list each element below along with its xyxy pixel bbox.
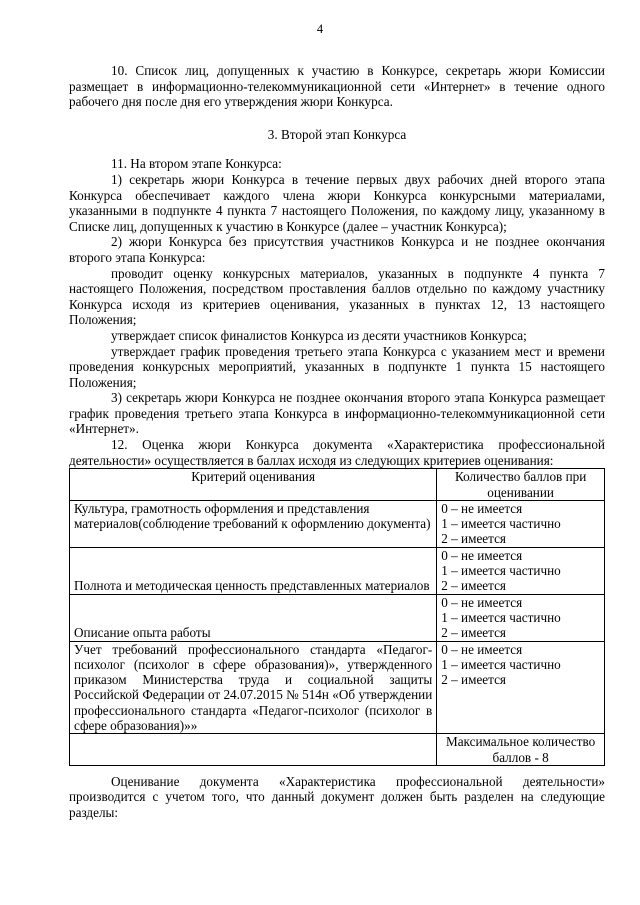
score-option: 1 – имеется частично [441,609,561,625]
score-option: 0 – не имеется [441,500,523,516]
header-criterion: Критерий оценивания [70,469,437,501]
table-row [70,500,605,547]
paragraph-11-item-2b: утверждает список финалистов Конкурса из десяти участников Конкурса; [111,327,527,343]
criterion-cell [70,547,437,594]
scores-cell [437,547,605,594]
score-option: 2 – имеется [441,625,506,641]
table-total-row [70,734,605,766]
criterion-cell [70,594,437,641]
score-option: 2 – имеется [441,672,506,688]
paragraph-12: 12. Оценка жюри Конкурса документа «Характеристика профессиональной деятельности» осуществляется в баллах исходя из следующих критериев оценивания: [69,437,605,468]
header-scores: Количество баллов при оценивании [437,469,605,501]
paragraph-11-item-2: 2) жюри Конкурса без присутствия участников Конкурса и не позднее окончания второго этапа Конкурса: [69,234,605,265]
criterion-cell [70,641,437,734]
table-row [70,547,605,594]
paragraph-after-table: Оценивание документа «Характеристика профессиональной деятельности» производится с учетом того, что данный документ должен быть разделен на следующие разделы: [69,773,605,821]
paragraph-11-item-3: 3) секретарь жюри Конкурса не позднее окончания второго этапа Конкурса размещает график проведения третьего этапа Конкурса в информационно-телекоммуникационной сети «Интернет». [69,390,605,437]
criteria-table [69,468,605,766]
score-option: 0 – не имеется [441,641,523,657]
paragraph-10: 10. Список лиц, допущенных к участию в Конкурсе, секретарь жюри Комиссии размещает в информационно-телекоммуникационной сети «Интернет» в течение одного рабочего дня после дня его утверждения жюри Конкурса. [69,63,605,110]
paragraph-11-item-2a: проводит оценку конкурсных материалов, указанных в подпункте 4 пункта 7 настоящего Положения, посредством проставления баллов отдельно по каждому участнику Конкурса исходя из критериев оценивания, указанных в пунктах 12, 13 настоящего Положения; [69,265,605,328]
paragraph-11-item-2c: утверждает график проведения третьего этапа Конкурса с указанием мест и времени проведения конкурсных мероприятий, указанных в подпункте 1 пункта 15 настоящего Положения; [69,343,605,390]
score-option: 1 – имеется частично [441,516,561,532]
score-option: 2 – имеется [441,578,506,594]
criterion-text: Описание опыта работы [74,625,211,641]
scores-cell [437,641,605,734]
score-option: 0 – не имеется [441,547,523,563]
paragraph-11-item-1: 1) секретарь жюри Конкурса в течение первых двух рабочих дней второго этапа Конкурса обеспечивает каждого члена жюри Конкурса конкурсными материалами, указанными в подпункте 4 пункта 7 настоящего Положения, по каждому лицу, указанному в Списке лиц, допущенных к участию в Конкурсе (далее – участник Конкурса); [69,171,605,234]
total-cell: Максимальное количество баллов - 8 [437,734,605,766]
score-option: 1 – имеется частично [441,656,561,672]
paragraph-11: 11. На втором этапе Конкурса: [111,156,282,172]
criterion-text: Полнота и методическая ценность представленных материалов [74,578,430,594]
criterion-cell [70,500,437,547]
criterion-text: Учет требований профессионального стандарта «Педагог-психолог (психолог в сфере образования)», утвержденного приказом Министерства труда и социальной защиты Российской Федерации от 24.07.2015 № 514н «Об утверждении профессионального стандарта «Педагог-психолог (психолог в сфере образования)»» [74,641,433,733]
scores-cell [437,500,605,547]
table-row [70,594,605,641]
score-option: 1 – имеется частично [441,563,561,579]
score-option: 0 – не имеется [441,594,523,610]
score-option: 2 – имеется [441,531,506,547]
scores-cell [437,594,605,641]
document-body [69,63,605,821]
total-empty-cell [70,734,437,766]
page-number: 4 [316,22,324,36]
criterion-text: Культура, грамотность оформления и представления материалов(соблюдение требований к оформлению документа) [74,500,431,532]
table-row [70,641,605,734]
table-header-row [70,469,605,501]
section-heading: 3. Второй этап Конкурса [267,126,407,142]
